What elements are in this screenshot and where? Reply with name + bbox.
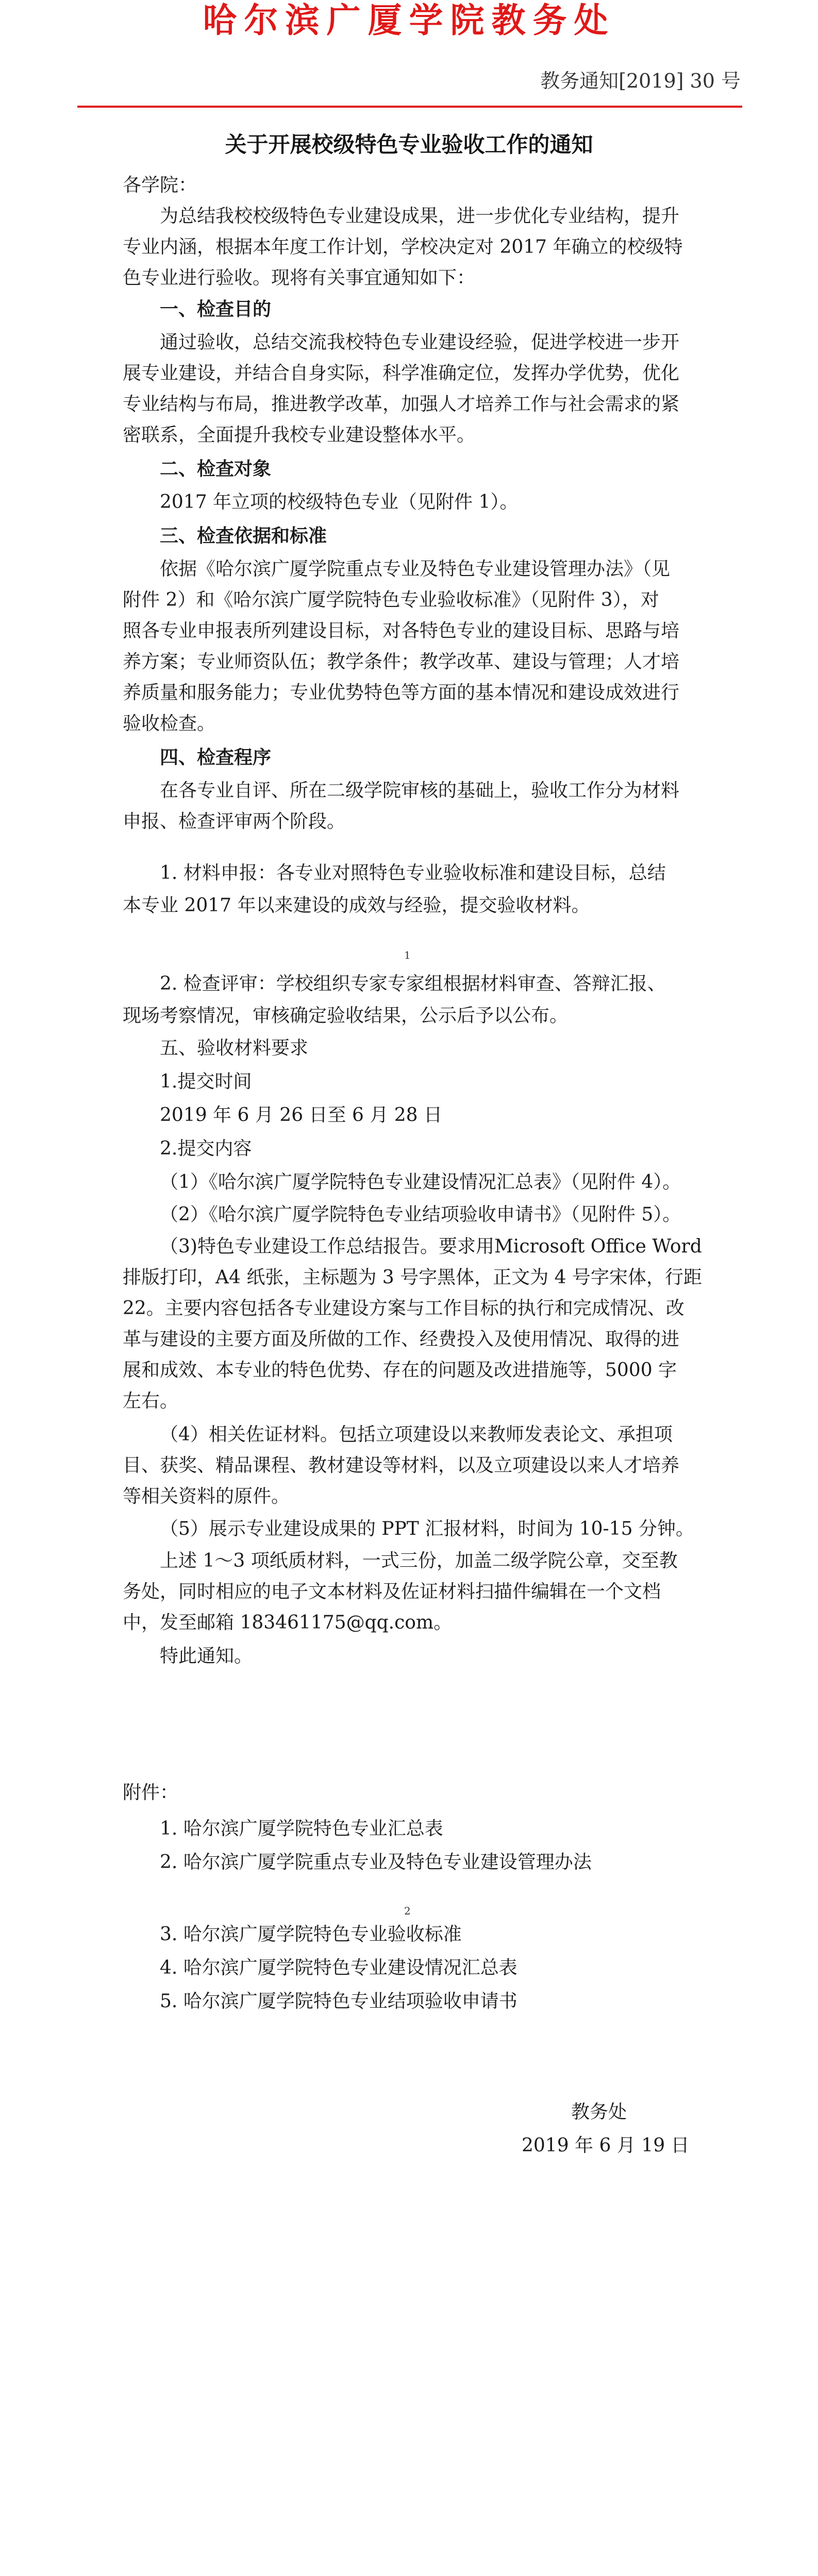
- body-line: 专业内涵，根据本年度工作计划，学校决定对 2017 年确立的校级特: [123, 236, 683, 258]
- org-title: 哈尔滨广厦学院教务处: [203, 1, 615, 40]
- body-line: 务处，同时相应的电子文本材料及佐证材料扫描件编辑在一个文档: [123, 1581, 661, 1602]
- body-line: 养方案；专业师资队伍；教学条件；教学改革、建设与管理；人才培: [123, 651, 680, 672]
- attachment-item: 3. 哈尔滨广厦学院特色专业验收标准: [160, 1924, 462, 1945]
- page-number: 2: [404, 1905, 411, 1917]
- body-line: （5）展示专业建设成果的 PPT 汇报材料，时间为 10-15 分钟。: [160, 1518, 694, 1539]
- signature-department: 教务处: [571, 2102, 627, 2123]
- section-heading: 五、验收材料要求: [160, 1038, 309, 1059]
- body-line: 1.提交时间: [160, 1071, 252, 1092]
- body-line: 验收检查。: [123, 713, 216, 734]
- body-line: （2）《哈尔滨广厦学院特色专业结项验收申请书》（见附件 5）。: [160, 1204, 681, 1225]
- body-line: 上述 1～3 项纸质材料，一式三份，加盖二级学院公章，交至教: [160, 1550, 678, 1571]
- body-line: 养质量和服务能力；专业优势特色等方面的基本情况和建设成效进行: [123, 682, 680, 703]
- body-line: 目、获奖、精品课程、教材建设等材料，以及立项建设以来人才培养: [123, 1455, 680, 1476]
- body-line: 2.提交内容: [160, 1138, 252, 1159]
- attachment-item: 5. 哈尔滨广厦学院特色专业结项验收申请书: [160, 1991, 517, 2012]
- closing-line: 特此通知。: [160, 1646, 253, 1667]
- body-line: 展专业建设，并结合自身实际，科学准确定位，发挥办学优势，优化: [123, 363, 680, 384]
- body-line: （4）相关佐证材料。包括立项建设以来教师发表论文、承担项: [160, 1424, 673, 1445]
- body-line: （1）《哈尔滨广厦学院特色专业建设情况汇总表》（见附件 4）。: [160, 1172, 681, 1193]
- body-line: 通过验收，总结交流我校特色专业建设经验，促进学校进一步开: [160, 332, 680, 353]
- attachments-label: 附件：: [123, 1782, 179, 1803]
- body-line: 申报、检查评审两个阶段。: [123, 811, 346, 832]
- section-heading: 二、检查对象: [160, 458, 272, 480]
- red-divider: [77, 106, 742, 108]
- body-line: 22。主要内容包括各专业建设方案与工作目标的执行和完成情况、改: [123, 1298, 685, 1319]
- salutation: 各学院：: [123, 175, 197, 196]
- attachment-item: 1. 哈尔滨广厦学院特色专业汇总表: [160, 1818, 443, 1839]
- body-line: 2. 检查评审：学校组织专家专家组根据材料审查、答辩汇报、: [160, 973, 666, 994]
- body-line: 专业结构与布局，推进教学改革，加强人才培养工作与社会需求的紧: [123, 394, 680, 415]
- body-line: 左右。: [123, 1391, 179, 1412]
- body-line: 在各专业自评、所在二级学院审核的基础上，验收工作分为材料: [160, 780, 680, 801]
- body-line: 色专业进行验收。现将有关事宜通知如下：: [123, 267, 476, 289]
- attachment-item: 4. 哈尔滨广厦学院特色专业建设情况汇总表: [160, 1957, 517, 1978]
- body-line: 现场考察情况，审核确定验收结果，公示后予以公布。: [123, 1005, 569, 1026]
- body-line: 展和成效、本专业的特色优势、存在的问题及改进措施等，5000 字: [123, 1360, 677, 1381]
- section-heading: 三、检查依据和标准: [160, 525, 327, 547]
- notice-headline: 关于开展校级特色专业验收工作的通知: [225, 132, 593, 157]
- body-line: 中，发至邮箱 183461175@qq.com。: [123, 1612, 453, 1633]
- attachment-item: 2. 哈尔滨广厦学院重点专业及特色专业建设管理办法: [160, 1852, 592, 1873]
- body-line: 依据《哈尔滨广厦学院重点专业及特色专业建设管理办法》（见: [160, 558, 671, 580]
- body-line: 排版打印，A4 纸张，主标题为 3 号字黑体，正文为 4 号字宋体，行距: [123, 1267, 702, 1288]
- body-line: 密联系，全面提升我校专业建设整体水平。: [123, 425, 476, 446]
- section-heading: 一、检查目的: [160, 298, 272, 320]
- body-line: 照各专业申报表所列建设目标，对各特色专业的建设目标、思路与培: [123, 620, 680, 641]
- body-line: 2017 年立项的校级特色专业（见附件 1）。: [160, 492, 519, 513]
- body-line: 附件 2）和《哈尔滨广厦学院特色专业验收标准》（见附件 3），对: [123, 589, 659, 611]
- signature-date: 2019 年 6 月 19 日: [522, 2135, 690, 2156]
- body-line: 2019 年 6 月 26 日至 6 月 28 日: [160, 1105, 443, 1126]
- body-line: 1. 材料申报：各专业对照特色专业验收标准和建设目标，总结: [160, 862, 666, 884]
- body-line: 为总结我校校级特色专业建设成果，进一步优化专业结构，提升: [160, 206, 680, 227]
- body-line: 本专业 2017 年以来建设的成效与经验，提交验收材料。: [123, 895, 590, 916]
- document-number: 教务通知[2019] 30 号: [540, 70, 741, 92]
- body-line: （3)特色专业建设工作总结报告。要求用Microsoft Office Word: [160, 1236, 702, 1257]
- body-line: 等相关资料的原件。: [123, 1486, 290, 1507]
- section-heading: 四、检查程序: [160, 747, 272, 768]
- body-line: 革与建设的主要方面及所做的工作、经费投入及使用情况、取得的进: [123, 1329, 680, 1350]
- page-number: 1: [404, 949, 411, 961]
